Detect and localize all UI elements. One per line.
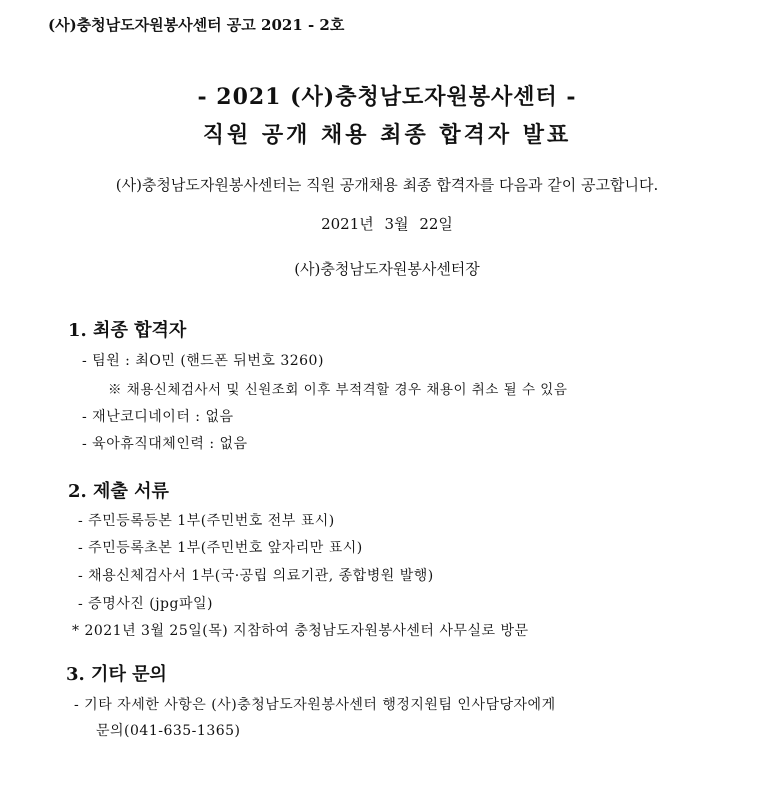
list-item: - 팀원 : 최O민 (핸드폰 뒤번호 3260) — [82, 353, 324, 369]
list-item: - 기타 자세한 사항은 (사)충청남도자원봉사센터 행정지원팀 인사담당자에게 — [74, 697, 556, 713]
document-title-line2: 직원 공개 채용 최종 합격자 발표 — [202, 122, 572, 148]
list-item-note: ※ 채용신체검사서 및 신원조회 이후 부적격할 경우 채용이 취소 될 수 있음 — [108, 382, 568, 398]
section-heading: 2. 제출 서류 — [68, 481, 169, 502]
intro-text: (사)충청남도자원봉사센터는 직원 공개채용 최종 합격자를 다음과 같이 공고합니다. — [115, 176, 659, 194]
contact-phone: 문의(041-635-1365) — [96, 723, 241, 739]
signer: (사)충청남도자원봉사센터장 — [294, 260, 480, 278]
list-item: - 증명사진 (jpg파일) — [78, 596, 213, 612]
list-item: - 육아휴직대체인력 : 없음 — [82, 436, 248, 452]
section-heading: 1. 최종 합격자 — [68, 320, 187, 341]
list-item: - 재난코디네이터 : 없음 — [82, 409, 234, 425]
document-title-line1: - 2021 (사)충청남도자원봉사센터 - — [197, 84, 577, 110]
notice-number: (사)충청남도자원봉사센터 공고 2021 - 2호 — [48, 16, 345, 34]
list-item-note: * 2021년 3월 25일(목) 지참하여 충청남도자원봉사센터 사무실로 방문 — [72, 623, 529, 639]
list-item: - 주민등록초본 1부(주민번호 앞자리만 표시) — [78, 540, 363, 556]
list-item: - 주민등록등본 1부(주민번호 전부 표시) — [78, 513, 335, 529]
notice-date: 2021년 3월 22일 — [321, 215, 453, 233]
section-heading: 3. 기타 문의 — [66, 664, 167, 685]
list-item: - 채용신체검사서 1부(국·공립 의료기관, 종합병원 발행) — [78, 568, 434, 584]
